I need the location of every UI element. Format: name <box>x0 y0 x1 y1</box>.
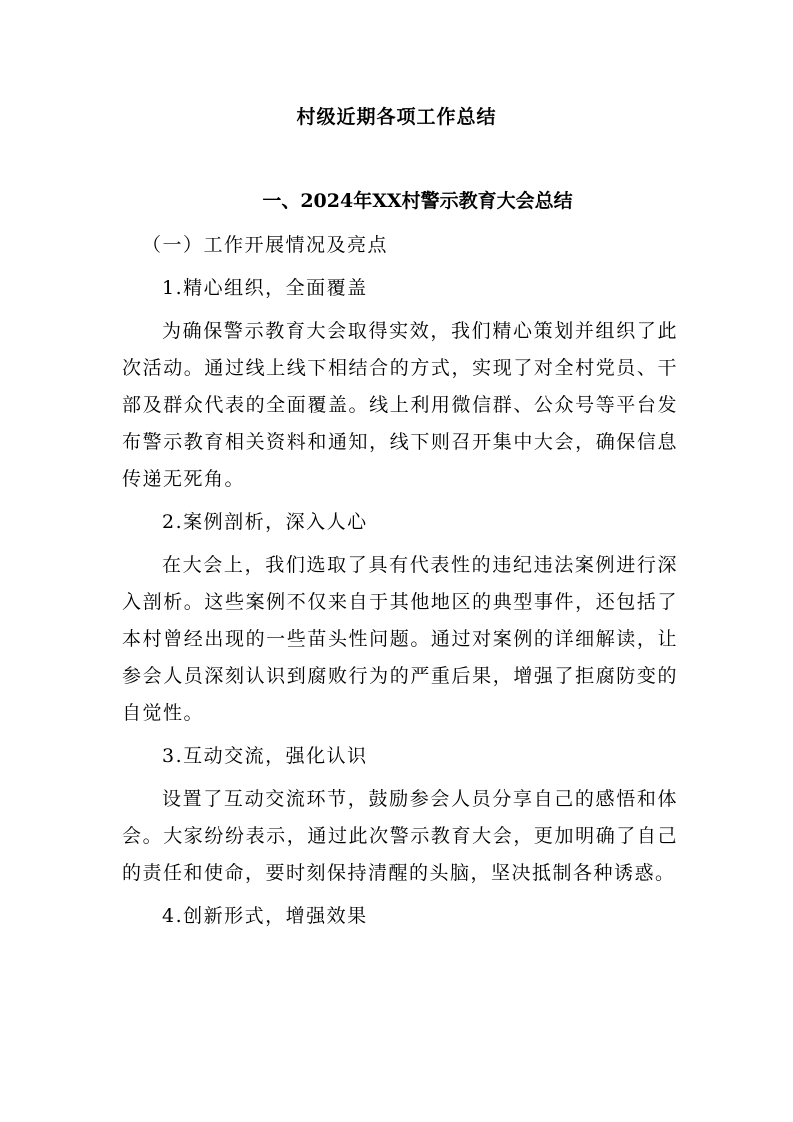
item-heading-3: 3.互动交流，强化认识 <box>162 745 368 767</box>
subsection-heading: （一）工作开展情况及亮点 <box>142 234 389 256</box>
item-paragraph-1: 为确保警示教育大会取得实效，我们精心策划并组织了此次活动。通过线上线下相结合的方式，实现了对全村党员、干部及群众代表的全面覆盖。线上利用微信群、公众号等平台发布警示教育相关资料和通知，线下则召开集中大会，确保信息传递无死角。 <box>122 320 678 490</box>
item-paragraph-2: 在大会上，我们选取了具有代表性的违纪违法案例进行深入剖析。这些案例不仅来自于其他地区的典型事件，还包括了本村曾经出现的一些苗头性问题。通过对案例的详细解读，让参会人员深刻认识到腐败行为的严重后果，增强了拒腐防变的自觉性。 <box>122 554 678 724</box>
section-heading: 一、2024年XX村警示教育大会总结 <box>262 190 573 212</box>
item-heading-2: 2.案例剖析，深入人心 <box>162 511 368 533</box>
item-heading-4: 4.创新形式，增强效果 <box>162 905 368 927</box>
item-paragraph-3: 设置了互动交流环节，鼓励参会人员分享自己的感悟和体会。大家纷纷表示，通过此次警示教育大会，更加明确了自己的责任和使命，要时刻保持清醒的头脑，坚决抵制各种诱惑。 <box>122 788 678 884</box>
document-title: 村级近期各项工作总结 <box>296 106 497 128</box>
item-heading-1: 1.精心组织，全面覆盖 <box>162 277 368 299</box>
document-body <box>122 227 678 935</box>
